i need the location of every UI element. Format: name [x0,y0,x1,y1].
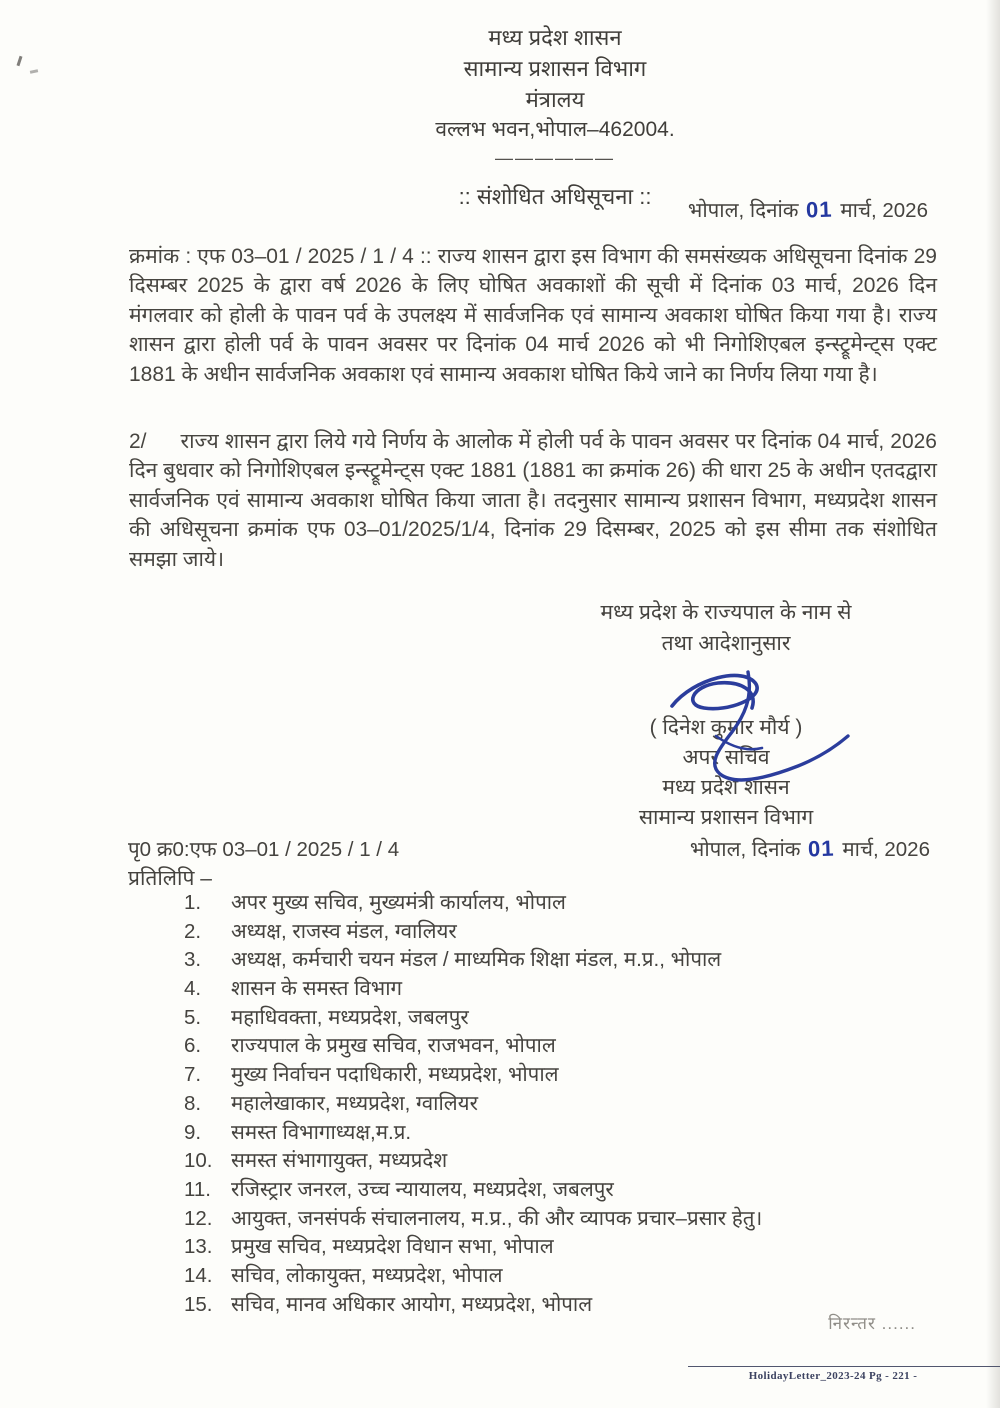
handwritten-day: 01 [805,196,834,223]
notification-subject: :: संशोधित अधिसूचना :: [458,184,652,209]
continuation-note: निरन्तर ...... [828,1314,916,1333]
letterhead [110,22,1000,211]
paragraph-1: क्रमांक : एफ 03–01 / 2025 / 1 / 4 :: राज्य शासन द्वारा इस विभाग की समसंख्यक अधिसूचना दिनांक 29 दिसम्बर 2025 के द्वारा वर्ष 2026 के लिए घोषित अवकाशों की सूची में दिनांक 03 मार्च, 2026 दिन मंगलवार को होली के पावन पर्व के उपलक्ष्य में सार्वजनिक एवं सामान्य अवकाश घोषित किया गया है। राज्य शासन द्वारा होली पर्व के पावन अवसर पर दिनांक 04 मार्च 2026 को भी निगोशिएबल इन्स्ट्रूमेन्ट्स एक्ट 1881 के अधीन सार्वजनिक अवकाश एवं सामान्य अवकाश घोषित किये जाने का निर्णय लिया गया है। [129,245,937,386]
address-line: वल्लभ भवन,भोपाल–462004. [435,118,675,141]
list-item [184,1175,944,1204]
dateline-bottom [690,835,930,863]
paragraph-2 [129,427,937,574]
dateline-top [688,196,928,224]
list-item [184,1146,944,1175]
dateline-prefix: भोपाल, दिनांक [689,838,801,861]
by-order-line: तथा आदेशानुसार [661,632,791,655]
item-number: 1. [184,891,202,914]
item-text: अध्यक्ष, राजस्व मंडल, ग्वालियर [231,919,457,943]
list-item [184,1031,944,1060]
list-item [184,1089,944,1118]
item-number: 13. [184,1235,213,1259]
item-number: 6. [184,1034,202,1058]
signatory-org1: मध्य प्रदेश शासन [662,776,790,799]
item-text: अपर मुख्य सचिव, मुख्यमंत्री कार्यालय, भोपाल [231,891,566,914]
item-text: सचिव, मानव अधिकार आयोग, मध्यप्रदेश, भोपाल [231,1292,593,1316]
item-number: 2. [184,919,202,943]
scan-artifact [30,69,38,74]
item-number: 11. [184,1177,211,1201]
signatory-name: ( दिनेश कुमार मौर्य ) [649,716,803,739]
item-number: 3. [184,948,202,972]
item-text: रजिस्ट्रार जनरल, उच्च न्यायालय, मध्यप्रदेश, जबलपुर [231,1177,614,1201]
copy-to-label: प्रतिलिपि – [128,867,212,890]
item-number: 12. [184,1206,213,1230]
paragraph-2-number: 2/ [129,430,147,453]
item-number: 10. [184,1149,213,1173]
list-item [184,888,944,917]
item-text: अध्यक्ष, कर्मचारी चयन मंडल / माध्यमिक शिक्षा मंडल, म.प्र., भोपाल [231,948,722,972]
dateline-suffix: मार्च, 2026 [842,838,930,861]
item-text: समस्त विभागाध्यक्ष,म.प्र. [231,1120,412,1144]
list-item [184,1232,944,1261]
reference-number: पृ0 क्र0:एफ 03–01 / 2025 / 1 / 4 [128,838,400,861]
item-text: मुख्य निर्वाचन पदाधिकारी, मध्यप्रदेश, भोपाल [231,1063,559,1087]
item-number: 14. [184,1263,213,1287]
item-text: शासन के समस्त विभाग [231,977,403,1001]
signatory-org2: सामान्य प्रशासन विभाग [638,806,814,829]
list-item [184,1118,944,1147]
item-number: 9. [184,1120,202,1144]
list-item [184,917,944,946]
item-number: 7. [184,1063,202,1087]
list-item [184,945,944,974]
item-text: महाधिवक्ता, मध्यप्रदेश, जबलपुर [231,1005,469,1029]
dateline-prefix: भोपाल, दिनांक [687,199,799,222]
ministry-name: मंत्रालय [525,87,585,112]
handwritten-day: 01 [807,835,836,862]
list-item [184,1204,944,1233]
copy-recipient-list [184,888,944,1318]
government-name: मध्य प्रदेश शासन [488,25,622,50]
signature-scribble [658,664,858,796]
footer-divider [688,1366,1000,1367]
paragraph-2-text: राज्य शासन द्वारा लिये गये निर्णय के आलोक में होली पर्व के पावन अवसर पर दिनांक 04 मार्च, 2026 दिन बुधवार को निगोशिएबल इन्स्ट्रूमेन्ट्स एक्ट 1881 (1881 का क्रमांक 26) की धारा 25 के अधीन एतदद्वारा सार्वजनिक एवं सामान्य अवकाश घोषित किया जाता है। तदनुसार सामान्य प्रशासन विभाग, मध्यप्रदेश शासन की अधिसूचना क्रमांक एफ 03–01/2025/1/4, दिनांक 29 दिसम्बर, 2025 को इस सीमा तक संशोधित समझा जाये। [129,430,937,571]
list-item [184,1261,944,1290]
item-number: 15. [184,1292,213,1316]
department-name: सामान्य प्रशासन विभाग [463,56,647,81]
item-text: सचिव, लोकायुक्त, मध्यप्रदेश, भोपाल [231,1263,503,1287]
item-number: 4. [184,977,202,1001]
signatory-designation: अपर सचिव [682,746,770,769]
item-number: 5. [184,1005,202,1029]
item-number: 8. [184,1091,202,1115]
item-text: आयुक्त, जनसंपर्क संचालनालय, म.प्र., की और व्यापक प्रचार–प्रसार हेतु। [231,1206,763,1230]
footer-reference: HolidayLetter_2023-24 Pg - 221 - [748,1370,918,1382]
list-item [184,974,944,1003]
item-text: राज्यपाल के प्रमुख सचिव, राजभवन, भोपाल [231,1034,556,1058]
header-divider: —————— [495,148,615,168]
dateline-suffix: मार्च, 2026 [840,199,928,222]
item-text: समस्त संभागायुक्त, मध्यप्रदेश [231,1149,448,1173]
item-text: महालेखाकार, मध्यप्रदेश, ग्वालियर [231,1091,478,1115]
item-text: प्रमुख सचिव, मध्यप्रदेश विधान सभा, भोपाल [231,1235,554,1259]
scan-artifact [17,56,23,66]
list-item [184,1003,944,1032]
on-behalf-line: मध्य प्रदेश के राज्यपाल के नाम से [600,601,852,624]
list-item [184,1060,944,1089]
